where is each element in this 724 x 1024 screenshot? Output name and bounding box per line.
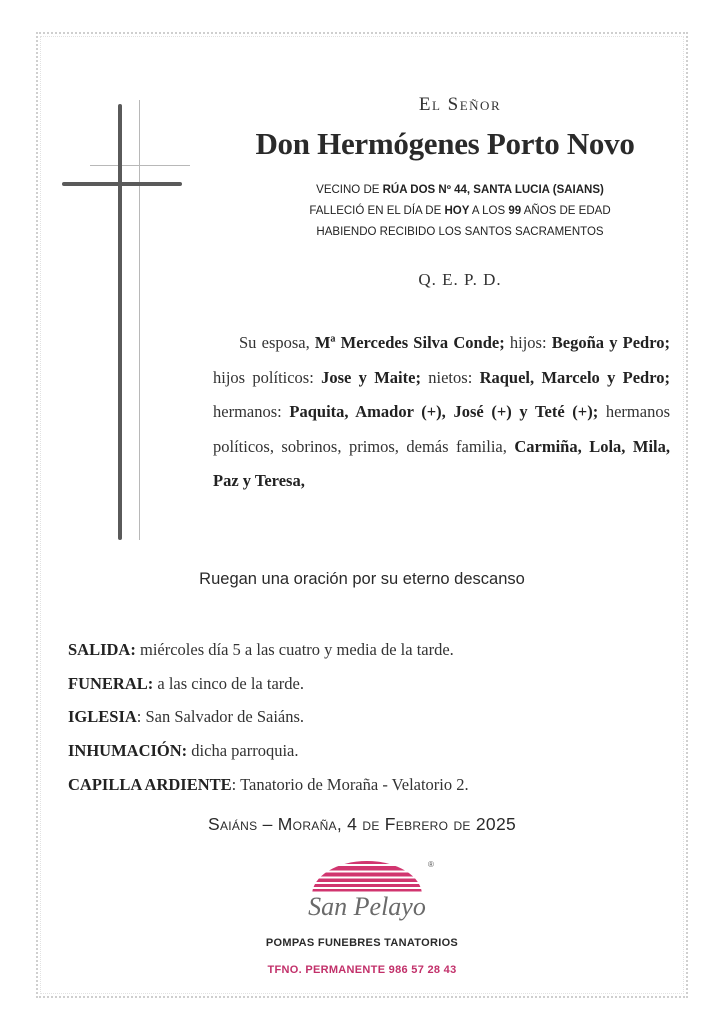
- company-tagline: POMPAS FUNEBRES TANATORIOS: [265, 937, 459, 949]
- detail-inhumacion: INHUMACIÓN: dicha parroquia.: [68, 741, 299, 761]
- sacraments-line: HABIENDO RECIBIDO LOS SANTOS SACRAMENTOS: [316, 226, 604, 238]
- residence-line: VECINO DE RÚA DOS Nº 44, SANTA LUCIA (SAIANS): [316, 184, 604, 196]
- deceased-name: Don Hermógenes Porto Novo: [255, 126, 635, 161]
- detail-funeral: FUNERAL: a las cinco de la tarde.: [68, 673, 304, 693]
- detail-capilla: CAPILLA ARDIENTE: Tanatorio de Moraña - Velatorio 2.: [68, 774, 469, 794]
- detail-salida: SALIDA: miércoles día 5 a las cuatro y media de la tarde.: [68, 640, 454, 659]
- ceremony-details: [68, 633, 668, 802]
- deceased-info: [240, 180, 680, 243]
- place-date: Saiáns – Moraña, 4 de Febrero de 2025: [207, 814, 517, 834]
- qepd: Q. E. P. D.: [418, 270, 502, 289]
- svg-text:®: ®: [428, 860, 434, 869]
- detail-iglesia: IGLESIA: San Salvador de Saiáns.: [68, 707, 305, 727]
- death-line: FALLECIÓ EN EL DÍA DE HOY A LOS 99 AÑOS DE EDAD: [309, 205, 611, 217]
- svg-text:San Pelayo: San Pelayo: [308, 892, 426, 921]
- san-pelayo-logo-icon: [282, 855, 452, 935]
- family-paragraph: Su esposa, Mª Mercedes Silva Conde; hijos: Begoña y Pedro; hijos políticos: Jose y Maite; nietos: Raquel, Marcelo y Pedro; hermanos: Paquita, Amador (+), José (+) y Teté (+); hermanos políticos, sobrinos, primos, demás familia, Carmiña, Lola, Mila, Paz y Teresa,: [213, 333, 671, 490]
- intro-title: El Señor: [418, 94, 502, 115]
- phone-number: TFNO. PERMANENTE 986 57 28 43: [267, 964, 457, 976]
- prayer-request: Ruegan una oración por su eterno descanso: [199, 570, 525, 588]
